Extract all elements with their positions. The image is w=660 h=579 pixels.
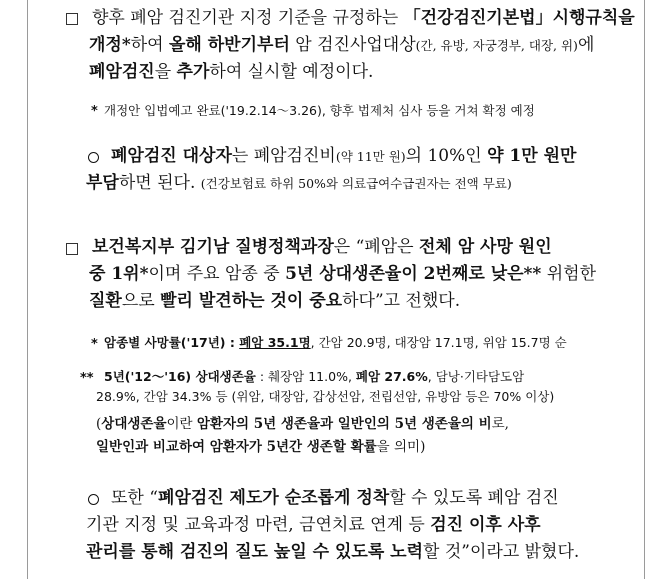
p4-text: 기관 지정 및 교육과정 마련, 금연치료 연계 등 <box>86 515 431 535</box>
p3-line-3 <box>89 288 630 315</box>
p4-line <box>111 485 630 512</box>
followup-text: 검진 이후 사후 <box>430 515 541 535</box>
note-text: ( <box>96 416 102 432</box>
note-asterisk: * <box>91 337 98 352</box>
settlement-text: 폐암검진 제도가 순조롭게 정착 <box>157 488 390 508</box>
p1-text: 을 <box>154 62 177 82</box>
p3-note-2-line <box>104 367 630 387</box>
paragraph-3 <box>89 234 630 315</box>
p2-line-1 <box>111 143 630 170</box>
circle-bullet-icon <box>88 494 99 505</box>
term-word: 상대생존율 <box>101 416 167 432</box>
p1-note <box>104 101 630 121</box>
early-detection: 빨리 발견하는 것이 중요 <box>160 291 343 311</box>
survival-rate: 5년 상대생존율이 2번째로 낮은 <box>285 264 524 284</box>
p2-text: 의 10%인 <box>405 146 488 166</box>
note-text: , 담낭·기타담도암 <box>427 369 525 384</box>
note-asterisk: * <box>91 104 98 119</box>
p2-line-2 <box>86 170 630 197</box>
paragraph-4 <box>86 485 630 566</box>
revision-word: 개정 <box>89 35 122 55</box>
p1-text: 에 <box>577 35 595 55</box>
survival-label: 5년('12～'16) 상대생존율 <box>104 369 256 384</box>
p3-line-2 <box>89 261 630 288</box>
note-text: : 췌장암 11.0%, <box>255 369 356 384</box>
p1-line-3 <box>89 59 630 86</box>
note-text: 개정안 입법예고 완료('19.2.14～3.26), 향후 법제처 심사 등을 거쳐 확정 예정 <box>104 103 535 118</box>
lung-survival: 폐암 27.6% <box>355 369 428 384</box>
cost-amount: 약 1만 원만 <box>487 146 577 166</box>
burden-word: 부담 <box>86 173 119 193</box>
circle-bullet-icon <box>88 152 99 163</box>
paragraph-1 <box>89 5 635 86</box>
target-group: 폐암검진 대상자 <box>111 146 232 166</box>
p4-line <box>86 539 630 566</box>
p4-text: 할 수 있도록 폐암 검진 <box>389 488 559 508</box>
note-text: 을 의미) <box>376 439 426 455</box>
square-bullet-icon <box>66 243 78 255</box>
p4-line <box>86 512 630 539</box>
p1-text: 하여 <box>130 35 169 55</box>
note-double-asterisk: ** <box>80 371 94 386</box>
footnote-mark: * <box>139 264 149 284</box>
lung-mortality: 폐암 35.1명 <box>239 335 311 350</box>
p3-text: 하다”고 전했다. <box>342 291 461 311</box>
death-cause: 전체 암 사망 원인 <box>418 237 552 257</box>
quality-text: 관리를 통해 검진의 질도 높일 수 있도록 노력 <box>86 542 424 562</box>
definition-text: 암환자의 5년 생존율과 일반인의 5년 생존율의 비 <box>196 416 492 432</box>
p3-note-3 <box>96 413 630 459</box>
p1-line-2 <box>89 32 630 59</box>
schedule-text: 올해 하반기부터 <box>169 35 290 55</box>
p3-note-3-line <box>96 413 630 436</box>
p1-text: 암 검진사업대상 <box>289 35 416 55</box>
p2-text: 하면 된다. <box>118 173 201 193</box>
free-note: (건강보험료 하위 50%와 의료급여수급권자는 전액 무료) <box>200 176 512 191</box>
p1-line-1 <box>92 5 635 32</box>
law-name: 「건강검진기본법」시행규칙을 <box>403 8 635 28</box>
cancer-list: (간, 유방, 자궁경부, 대장, 위) <box>415 38 578 53</box>
p3-text: 이며 주요 암종 중 <box>148 264 286 284</box>
p2-text: 는 폐암검진비 <box>231 146 336 166</box>
disease-word: 질환 <box>89 291 122 311</box>
p3-note-2 <box>96 367 630 407</box>
note-text: 로, <box>491 416 509 432</box>
p3-note-3-line <box>96 436 630 459</box>
p4-text: 또한 “ <box>111 488 158 508</box>
official-name: 보건복지부 김기남 질병정책과장 <box>92 237 334 257</box>
p3-note-1 <box>104 333 630 353</box>
p3-text: 위험한 <box>541 264 596 284</box>
add-word: 추가 <box>176 62 210 82</box>
note-text: , 간암 20.9명, 대장암 17.1명, 위암 15.7명 순 <box>310 335 567 350</box>
paragraph-2 <box>86 143 630 197</box>
footnote-mark: ** <box>523 264 542 284</box>
p3-text: 은 “폐암은 <box>333 237 419 257</box>
lung-screening: 폐암검진 <box>89 62 155 82</box>
rank-first: 중 1위 <box>89 264 140 284</box>
footnote-mark: * <box>121 35 131 55</box>
p4-text: 할 것”이라고 밝혔다. <box>423 542 580 562</box>
note-text: 이란 <box>166 416 197 432</box>
square-bullet-icon <box>66 13 78 25</box>
p3-line-1 <box>92 234 630 261</box>
cost-note: (약 11만 원) <box>335 149 406 164</box>
p1-text: 향후 폐암 검진기관 지정 기준을 규정하는 <box>92 8 404 28</box>
note-text: 28.9%, 간암 34.3% 등 (위암, 대장암, 갑상선암, 전립선암, 유방암 등은 70% 이상) <box>96 389 555 404</box>
mortality-label: 암종별 사망률('17년) : <box>104 335 240 350</box>
p3-text: 으로 <box>121 291 161 311</box>
p1-text: 하여 실시할 예정이다. <box>209 62 374 82</box>
definition-text: 일반인과 비교하여 암환자가 5년간 생존할 확률 <box>96 439 377 455</box>
